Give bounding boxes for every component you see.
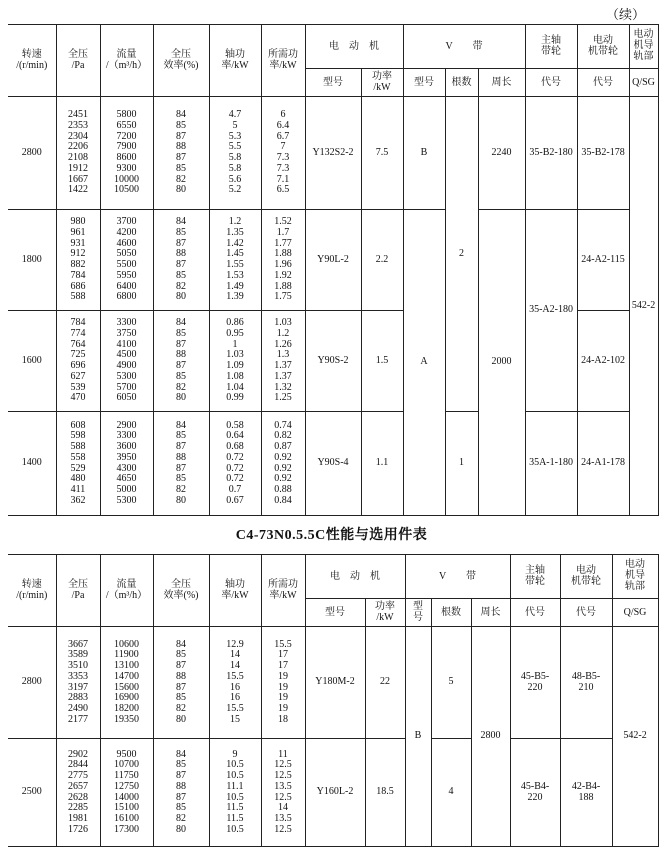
header-pressure: 全压 /Pa xyxy=(56,25,100,97)
header-flow: 流量 /（m³/h） xyxy=(100,25,153,97)
header-belt-type: 型号 xyxy=(403,69,445,97)
belt-type-cell: B xyxy=(405,627,431,847)
header-shaft-power: 轴功 率/kW xyxy=(209,25,261,97)
motor-power-cell: 1.5 xyxy=(361,311,403,412)
belt-length-cell: 2800 xyxy=(471,627,510,847)
header-main-pulley-code: 代号 xyxy=(525,69,577,97)
header-belt-count: 根数 xyxy=(445,69,478,97)
shaft-power-cell: 0.58 0.64 0.68 0.72 0.72 0.72 0.7 0.67 xyxy=(209,412,261,516)
header-motor-pulley-code: 代号 xyxy=(560,599,612,627)
header-vbelt: V 带 xyxy=(403,25,525,69)
header-required-power: 所需功 率/kW xyxy=(261,555,305,627)
header-motor-power: 功率 /kW xyxy=(361,69,403,97)
header-pressure: 全压 /Pa xyxy=(56,555,100,627)
rail-cell: 542-2 xyxy=(612,627,658,847)
shaft-power-cell: 4.7 5 5.3 5.5 5.8 5.8 5.6 5.2 xyxy=(209,97,261,210)
header-motor: 电 动 机 xyxy=(305,25,403,69)
speed-cell: 2500 xyxy=(8,739,56,847)
shaft-power-cell: 1.2 1.35 1.42 1.45 1.55 1.53 1.49 1.39 xyxy=(209,210,261,311)
required-power-cell: 0.74 0.82 0.87 0.92 0.92 0.92 0.88 0.84 xyxy=(261,412,305,516)
main-pulley-cell: 35-B2-180 xyxy=(525,97,577,210)
flow-cell: 2900 3300 3600 3950 4300 4650 5000 5300 xyxy=(100,412,153,516)
header-flow: 流量 /（m³/h） xyxy=(100,555,153,627)
flow-cell: 10600 11900 13100 14700 15600 16900 18200 19350 xyxy=(100,627,153,739)
shaft-power-cell: 12.9 14 14 15.5 16 16 15.5 15 xyxy=(209,627,261,739)
header-speed: 转速 /(r/min) xyxy=(8,25,56,97)
belt-count-cell: 2 xyxy=(445,97,478,412)
belt-length-cell: 2240 xyxy=(478,97,525,210)
motor-power-cell: 18.5 xyxy=(365,739,405,847)
shaft-power-cell: 9 10.5 10.5 11.1 10.5 11.5 11.5 10.5 xyxy=(209,739,261,847)
pressure-cell: 2902 2844 2775 2657 2628 2285 1981 1726 xyxy=(56,739,100,847)
speed-cell: 1600 xyxy=(8,311,56,412)
efficiency-cell: 84 85 87 88 87 85 82 80 xyxy=(153,412,209,516)
main-pulley-cell: 45-B5- 220 xyxy=(510,627,560,739)
header-motor-rail: 电动 机导 轨部 xyxy=(629,25,658,69)
required-power-cell: 6 6.4 6.7 7 7.3 7.3 7.1 6.5 xyxy=(261,97,305,210)
motor-pulley-cell: 42-B4- 188 xyxy=(560,739,612,847)
main-pulley-cell: 45-B4- 220 xyxy=(510,739,560,847)
header-motor-model: 型号 xyxy=(305,69,361,97)
flow-cell: 3700 4200 4600 5050 5500 5950 6400 6800 xyxy=(100,210,153,311)
header-motor-rail: 电动 机导 轨部 xyxy=(612,555,658,599)
header-efficiency: 全压 效率(%) xyxy=(153,25,209,97)
speed-cell: 2800 xyxy=(8,627,56,739)
header-motor-pulley: 电动 机带轮 xyxy=(577,25,629,69)
efficiency-cell: 84 85 87 88 87 85 82 80 xyxy=(153,311,209,412)
header-required-power: 所需功 率/kW xyxy=(261,25,305,97)
performance-table-2 xyxy=(8,554,659,847)
header-main-pulley-code: 代号 xyxy=(510,599,560,627)
belt-type-cell: A xyxy=(403,210,445,516)
motor-pulley-cell: 35-B2-178 xyxy=(577,97,629,210)
rail-cell: 542-2 xyxy=(629,97,658,516)
efficiency-cell: 84 85 87 88 87 85 82 80 xyxy=(153,97,209,210)
required-power-cell: 1.03 1.2 1.26 1.3 1.37 1.37 1.32 1.25 xyxy=(261,311,305,412)
speed-cell: 1400 xyxy=(8,412,56,516)
speed-cell: 2800 xyxy=(8,97,56,210)
continued-label: （续） xyxy=(606,7,646,22)
pressure-cell: 784 774 764 725 696 627 539 470 xyxy=(56,311,100,412)
header-belt-type: 型 号 xyxy=(405,599,431,627)
header-motor-pulley-code: 代号 xyxy=(577,69,629,97)
table-2-title: C4-73N0.5.5C性能与选用件表 xyxy=(235,528,428,543)
required-power-cell: 11 12.5 12.5 13.5 12.5 14 13.5 12.5 xyxy=(261,739,305,847)
motor-pulley-cell: 48-B5- 210 xyxy=(560,627,612,739)
table-row xyxy=(8,739,658,847)
motor-power-cell: 1.1 xyxy=(361,412,403,516)
motor-pulley-cell: 24-A2-102 xyxy=(577,311,629,412)
efficiency-cell: 84 85 87 88 87 85 82 80 xyxy=(153,739,209,847)
motor-model-cell: Y90L-2 xyxy=(305,210,361,311)
header-efficiency: 全压 效率(%) xyxy=(153,555,209,627)
table-row xyxy=(8,627,658,739)
motor-model-cell: Y180M-2 xyxy=(305,627,365,739)
belt-count-cell: 1 xyxy=(445,412,478,516)
flow-cell: 9500 10700 11750 12750 14000 15100 16100 17300 xyxy=(100,739,153,847)
motor-model-cell: Y132S2-2 xyxy=(305,97,361,210)
required-power-cell: 1.52 1.7 1.77 1.88 1.96 1.92 1.88 1.75 xyxy=(261,210,305,311)
pressure-cell: 2451 2353 2304 2206 2108 1912 1667 1422 xyxy=(56,97,100,210)
motor-model-cell: Y160L-2 xyxy=(305,739,365,847)
required-power-cell: 15.5 17 17 19 19 19 19 18 xyxy=(261,627,305,739)
belt-length-cell: 2000 xyxy=(478,210,525,516)
pressure-cell: 3667 3589 3510 3353 3197 2883 2490 2177 xyxy=(56,627,100,739)
motor-model-cell: Y90S-4 xyxy=(305,412,361,516)
header-speed: 转速 /(r/min) xyxy=(8,555,56,627)
speed-cell: 1800 xyxy=(8,210,56,311)
motor-power-cell: 2.2 xyxy=(361,210,403,311)
belt-count-cell: 5 xyxy=(431,627,471,739)
pressure-cell: 608 598 588 558 529 480 411 362 xyxy=(56,412,100,516)
main-pulley-cell: 35A-1-180 xyxy=(525,412,577,516)
table-row xyxy=(8,210,658,311)
flow-cell: 5800 6550 7200 7900 8600 9300 10000 10500 xyxy=(100,97,153,210)
flow-cell: 3300 3750 4100 4500 4900 5300 5700 6050 xyxy=(100,311,153,412)
table-row xyxy=(8,412,658,516)
header-belt-length: 周长 xyxy=(471,599,510,627)
belt-type-cell: B xyxy=(403,97,445,210)
header-motor-pulley: 电动 机带轮 xyxy=(560,555,612,599)
header-motor-power: 功率 /kW xyxy=(365,599,405,627)
efficiency-cell: 84 85 87 88 87 85 82 80 xyxy=(153,210,209,311)
header-main-pulley: 主轴 带轮 xyxy=(510,555,560,599)
pressure-cell: 980 961 931 912 882 784 686 588 xyxy=(56,210,100,311)
header-main-pulley: 主轴 带轮 xyxy=(525,25,577,69)
shaft-power-cell: 0.86 0.95 1 1.03 1.09 1.08 1.04 0.99 xyxy=(209,311,261,412)
performance-table-1 xyxy=(8,24,659,516)
header-motor: 电 动 机 xyxy=(305,555,405,599)
header-rail-code: Q/SG xyxy=(629,69,658,97)
header-belt-count: 根数 xyxy=(431,599,471,627)
header-rail-code: Q/SG xyxy=(612,599,658,627)
motor-pulley-cell: 24-A2-115 xyxy=(577,210,629,311)
motor-power-cell: 7.5 xyxy=(361,97,403,210)
efficiency-cell: 84 85 87 88 87 85 82 80 xyxy=(153,627,209,739)
belt-count-cell: 4 xyxy=(431,739,471,847)
motor-power-cell: 22 xyxy=(365,627,405,739)
header-vbelt: V 带 xyxy=(405,555,510,599)
motor-model-cell: Y90S-2 xyxy=(305,311,361,412)
table-row xyxy=(8,97,658,210)
header-belt-length: 周长 xyxy=(478,69,525,97)
header-shaft-power: 轴功 率/kW xyxy=(209,555,261,627)
main-pulley-cell: 35-A2-180 xyxy=(525,210,577,412)
header-motor-model: 型号 xyxy=(305,599,365,627)
motor-pulley-cell: 24-A1-178 xyxy=(577,412,629,516)
